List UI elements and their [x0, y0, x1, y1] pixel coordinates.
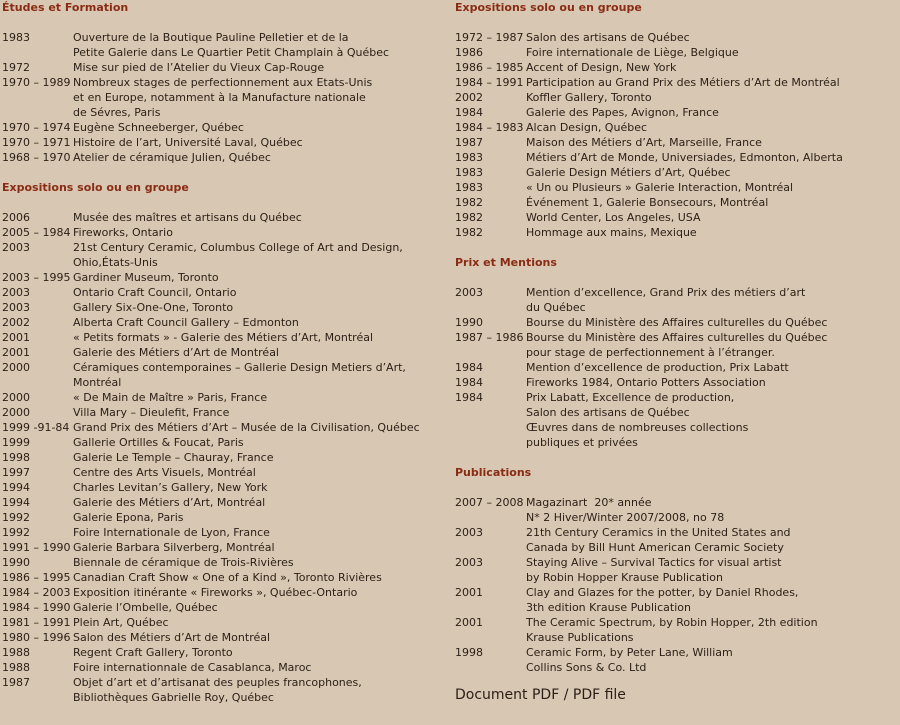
entry-row — [2, 270, 442, 285]
entry-row — [455, 135, 895, 150]
entry-row — [2, 450, 442, 465]
entry-text: Alberta Craft Council Gallery – Edmonton — [73, 316, 299, 329]
entry-date: 1983 — [455, 166, 483, 179]
entry-text: Hommage aux mains, Mexique — [526, 226, 697, 239]
entry-date: 1984 — [455, 391, 483, 404]
entry-text: Mise sur pied de l’Atelier du Vieux Cap-Rouge — [73, 61, 325, 74]
entry-date: 1982 — [455, 226, 483, 239]
entry-text: Objet d’art et d’artisanat des peuples francophones, — [73, 676, 362, 689]
entry-text: Petite Galerie dans Le Quartier Petit Champlain à Québec — [73, 46, 390, 59]
entry-row — [2, 405, 442, 420]
entry-row — [2, 480, 442, 495]
entry-row — [2, 525, 442, 540]
entry-date: 1986 — [455, 46, 483, 59]
entry-text: Centre des Arts Visuels, Montréal — [73, 466, 256, 479]
entry-text: Magazinart 20* année — [526, 496, 652, 509]
entry-date — [455, 510, 526, 525]
entry-row — [455, 75, 895, 90]
entry-date: 1970 – 1989 — [2, 76, 71, 89]
entry-row — [2, 645, 442, 660]
entry-text: « Un ou Plusieurs » Galerie Interaction, Montréal — [526, 181, 794, 194]
entry-date: 2001 — [2, 346, 30, 359]
entry-text: Regent Craft Gallery, Toronto — [73, 646, 233, 659]
entry-row — [2, 435, 442, 450]
entry-text: Koffler Gallery, Toronto — [526, 91, 652, 104]
entry-row — [2, 30, 442, 45]
entry-date — [2, 90, 73, 105]
entry-text: Clay and Glazes for the potter, by Daniel Rhodes, — [526, 586, 799, 599]
entry-date — [455, 405, 526, 420]
entry-row — [2, 315, 442, 330]
entry-text: 3th edition Krause Publication — [526, 601, 691, 614]
entry-row — [455, 585, 895, 600]
entry-text: Eugène Schneeberger, Québec — [73, 121, 244, 134]
entry-row — [455, 390, 895, 405]
entry-row — [455, 330, 895, 345]
entry-row — [455, 225, 895, 240]
entry-row — [455, 315, 895, 330]
entry-date: 2001 — [455, 586, 483, 599]
entry-date: 2003 — [455, 526, 483, 539]
entry-date: 1984 — [455, 106, 483, 119]
entry-text: « De Main de Maître » Paris, France — [73, 391, 268, 404]
entry-text: Foire internationale de Liège, Belgique — [526, 46, 739, 59]
entry-date: 2006 — [2, 211, 30, 224]
entry-row — [2, 360, 442, 375]
entry-date: 1968 – 1970 — [2, 151, 71, 164]
entry-date: 1997 — [2, 466, 30, 479]
entry-row — [2, 345, 442, 360]
entry-date: 2000 — [2, 391, 30, 404]
entry-row — [455, 285, 895, 300]
entry-date: 1998 — [2, 451, 30, 464]
entry-date: 2003 — [455, 286, 483, 299]
entry-text: Staying Alive – Survival Tactics for visual artist — [526, 556, 782, 569]
entry-date — [455, 630, 526, 645]
entry-date: 1988 — [2, 661, 30, 674]
entry-date: 2003 — [2, 301, 30, 314]
entry-row — [2, 540, 442, 555]
entry-row — [2, 495, 442, 510]
entry-row — [2, 375, 442, 390]
entry-date: 2001 — [2, 331, 30, 344]
section-title: Études et Formation — [2, 1, 129, 14]
entry-row — [455, 645, 895, 660]
entry-date: 2005 – 1984 — [2, 226, 71, 239]
entry-date: 1984 – 1983 — [455, 121, 524, 134]
entry-text: Galerie des Métiers d’Art de Montréal — [73, 346, 279, 359]
entry-text: Krause Publications — [526, 631, 634, 644]
entry-text: de Sévres, Paris — [73, 106, 161, 119]
entry-date — [455, 660, 526, 675]
entry-row — [455, 45, 895, 60]
entry-text: Gardiner Museum, Toronto — [73, 271, 219, 284]
entry-date: 2003 — [455, 556, 483, 569]
entry-row — [2, 660, 442, 675]
entry-row — [2, 210, 442, 225]
entry-row — [2, 105, 442, 120]
entry-row — [455, 90, 895, 105]
entry-text: Grand Prix des Métiers d’Art – Musée de la Civilisation, Québec — [73, 421, 420, 434]
entry-row — [2, 465, 442, 480]
entry-row — [455, 555, 895, 570]
entry-row — [455, 615, 895, 630]
entry-date: 1984 – 1990 — [2, 601, 71, 614]
entry-row — [2, 75, 442, 90]
entry-date: 2001 — [455, 616, 483, 629]
entry-text: Charles Levitan’s Gallery, New York — [73, 481, 268, 494]
entry-date — [455, 435, 526, 450]
section-title: Expositions solo ou en groupe — [2, 181, 189, 194]
entry-date: 2002 — [455, 91, 483, 104]
section-title: Expositions solo ou en groupe — [455, 1, 642, 14]
entry-text: 21th Century Ceramics in the United States and — [526, 526, 791, 539]
entry-text: Salon des Métiers d’Art de Montréal — [73, 631, 271, 644]
entry-date — [2, 45, 73, 60]
entry-date: 2000 — [2, 406, 30, 419]
entry-row — [2, 630, 442, 645]
entry-text: publiques et privées — [526, 436, 638, 449]
entry-text: « Petits formats » - Galerie des Métiers d’Art, Montréal — [73, 331, 374, 344]
entry-text: Musée des maîtres et artisans du Québec — [73, 211, 302, 224]
entry-date: 2007 – 2008 — [455, 496, 524, 509]
entry-date — [455, 570, 526, 585]
entry-date: 1982 — [455, 196, 483, 209]
entry-date — [2, 255, 73, 270]
entry-row — [2, 135, 442, 150]
entry-text: Participation au Grand Prix des Métiers d’Art de Montréal — [526, 76, 840, 89]
entry-date — [455, 420, 526, 435]
entry-text: Galerie Design Métiers d’Art, Québec — [526, 166, 731, 179]
entry-date: 1990 — [455, 316, 483, 329]
entry-date: 2003 – 1995 — [2, 271, 71, 284]
entry-row — [455, 360, 895, 375]
entry-text: et en Europe, notamment à la Manufacture nationale — [73, 91, 366, 104]
entry-date — [455, 540, 526, 555]
entry-text: Ohio,États-Unis — [73, 256, 158, 269]
entry-text: Mention d’excellence de production, Prix Labatt — [526, 361, 789, 374]
pdf-document-link[interactable]: Document PDF / PDF file — [455, 687, 626, 703]
entry-text: Galerie des Papes, Avignon, France — [526, 106, 719, 119]
entry-date: 1986 – 1985 — [455, 61, 524, 74]
entry-date: 2003 — [2, 241, 30, 254]
entry-text: Salon des artisans de Québec — [526, 31, 690, 44]
entry-date: 1986 – 1995 — [2, 571, 71, 584]
entry-date: 1999 -91-84 — [2, 421, 70, 434]
entry-row — [455, 120, 895, 135]
entry-row — [455, 630, 895, 645]
entry-text: Canadian Craft Show « One of a Kind », Toronto Rivières — [73, 571, 382, 584]
entry-text: Métiers d’Art de Monde, Universiades, Edmonton, Alberta — [526, 151, 843, 164]
entry-row — [455, 495, 895, 510]
entry-text: Galerie Epona, Paris — [73, 511, 184, 524]
right-sections — [455, 0, 895, 675]
entry-text: Bourse du Ministère des Affaires culturelles du Québec — [526, 331, 828, 344]
entry-row — [455, 600, 895, 615]
entry-row — [455, 420, 895, 435]
entry-row — [2, 420, 442, 435]
entry-text: Maison des Métiers d’Art, Marseille, France — [526, 136, 762, 149]
entry-date: 1980 – 1996 — [2, 631, 71, 644]
entry-row — [455, 435, 895, 450]
entry-date: 1982 — [455, 211, 483, 224]
entry-row — [2, 240, 442, 255]
entry-date: 1990 — [2, 556, 30, 569]
entry-text: The Ceramic Spectrum, by Robin Hopper, 2th edition — [526, 616, 818, 629]
entry-row — [2, 150, 442, 165]
entry-date: 1994 — [2, 481, 30, 494]
entry-row — [2, 390, 442, 405]
entry-text: Foire Internationale de Lyon, France — [73, 526, 270, 539]
right-column — [455, 0, 895, 704]
entry-row — [2, 90, 442, 105]
section-title: Prix et Mentions — [455, 256, 557, 269]
entry-row — [2, 60, 442, 75]
entry-row — [2, 615, 442, 630]
entry-text: Ceramic Form, by Peter Lane, William — [526, 646, 733, 659]
entry-row — [455, 525, 895, 540]
entry-row — [2, 690, 442, 705]
entry-text: 21st Century Ceramic, Columbus College of Art and Design, — [73, 241, 403, 254]
entry-date: 1987 — [2, 676, 30, 689]
left-column — [2, 0, 442, 705]
entry-date: 1987 – 1986 — [455, 331, 524, 344]
entry-text: Bourse du Ministère des Affaires culturelles du Québec — [526, 316, 828, 329]
entry-row — [455, 30, 895, 45]
entry-date: 1992 — [2, 511, 30, 524]
entry-row — [455, 195, 895, 210]
entry-date: 1983 — [455, 181, 483, 194]
entry-date: 1981 – 1991 — [2, 616, 71, 629]
entry-text: Foire internationnale de Casablanca, Maroc — [73, 661, 312, 674]
entry-row — [455, 300, 895, 315]
entry-date: 1984 — [455, 376, 483, 389]
entry-text: Alcan Design, Québec — [526, 121, 648, 134]
entry-text: Fireworks 1984, Ontario Potters Association — [526, 376, 766, 389]
entry-row — [455, 60, 895, 75]
entry-text: N* 2 Hiver/Winter 2007/2008, no 78 — [526, 511, 725, 524]
entry-row — [2, 120, 442, 135]
entry-text: Canada by Bill Hunt American Ceramic Society — [526, 541, 784, 554]
entry-date: 1988 — [2, 646, 30, 659]
entry-text: Atelier de céramique Julien, Québec — [73, 151, 271, 164]
entry-text: du Québec — [526, 301, 586, 314]
entry-row — [2, 600, 442, 615]
entry-date: 1972 — [2, 61, 30, 74]
entry-row — [455, 165, 895, 180]
entry-row — [455, 345, 895, 360]
entry-row — [2, 675, 442, 690]
entry-text: Exposition itinérante « Fireworks », Québec-Ontario — [73, 586, 358, 599]
entry-text: Céramiques contemporaines – Gallerie Design Metiers d’Art, — [73, 361, 406, 374]
entry-text: Montréal — [73, 376, 122, 389]
entry-date: 2002 — [2, 316, 30, 329]
entry-date — [2, 375, 73, 390]
entry-date: 2000 — [2, 361, 30, 374]
entry-text: Plein Art, Québec — [73, 616, 169, 629]
entry-text: Ontario Craft Council, Ontario — [73, 286, 237, 299]
entry-date: 1998 — [455, 646, 483, 659]
entry-date: 2003 — [2, 286, 30, 299]
entry-row — [455, 180, 895, 195]
entry-text: Accent of Design, New York — [526, 61, 677, 74]
entry-row — [2, 585, 442, 600]
entry-row — [455, 570, 895, 585]
entry-row — [455, 150, 895, 165]
entry-row — [455, 375, 895, 390]
entry-text: Bibliothèques Gabrielle Roy, Québec — [73, 691, 274, 704]
entry-text: pour stage de perfectionnement à l’étranger. — [526, 346, 775, 359]
entry-row — [455, 510, 895, 525]
entry-text: Gallerie Ortilles & Foucat, Paris — [73, 436, 244, 449]
section-gap — [2, 165, 442, 180]
section-title: Publications — [455, 466, 532, 479]
entry-date: 1972 – 1987 — [455, 31, 524, 44]
entry-text: Fireworks, Ontario — [73, 226, 173, 239]
entry-date: 1983 — [455, 151, 483, 164]
entry-date: 1984 — [455, 361, 483, 374]
entry-date: 1984 – 2003 — [2, 586, 71, 599]
entry-date — [455, 300, 526, 315]
entry-text: Ouverture de la Boutique Pauline Pelletier et de la — [73, 31, 349, 44]
entry-row — [2, 300, 442, 315]
entry-text: Nombreux stages de perfectionnement aux Etats-Unis — [73, 76, 373, 89]
entry-row — [455, 660, 895, 675]
entry-date: 1992 — [2, 526, 30, 539]
entry-row — [2, 255, 442, 270]
entry-row — [2, 570, 442, 585]
entry-text: Histoire de l’art, Université Laval, Québec — [73, 136, 303, 149]
entry-text: Gallery Six-One-One, Toronto — [73, 301, 234, 314]
entry-date: 1984 – 1991 — [455, 76, 524, 89]
entry-row — [2, 330, 442, 345]
section-gap — [455, 240, 895, 255]
entry-text: Collins Sons & Co. Ltd — [526, 661, 647, 674]
entry-text: Œuvres dans de nombreuses collections — [526, 421, 749, 434]
entry-date: 1970 – 1971 — [2, 136, 71, 149]
entry-text: Biennale de céramique de Trois-Rivières — [73, 556, 294, 569]
entry-text: Galerie Le Temple – Chauray, France — [73, 451, 274, 464]
entry-date — [2, 690, 73, 705]
entry-text: Événement 1, Galerie Bonsecours, Montréal — [526, 196, 769, 209]
entry-text: Prix Labatt, Excellence de production, — [526, 391, 735, 404]
entry-date: 1987 — [455, 136, 483, 149]
entry-text: World Center, Los Angeles, USA — [526, 211, 701, 224]
entry-row — [2, 285, 442, 300]
entry-text: Galerie Barbara Silverberg, Montréal — [73, 541, 275, 554]
entry-row — [455, 105, 895, 120]
entry-date: 1983 — [2, 31, 30, 44]
entry-text: Villa Mary – Dieulefit, France — [73, 406, 230, 419]
entry-text: Salon des artisans de Québec — [526, 406, 690, 419]
section-gap — [455, 450, 895, 465]
entry-row — [2, 45, 442, 60]
entry-row — [2, 510, 442, 525]
entry-row — [2, 225, 442, 240]
entry-date — [455, 600, 526, 615]
entry-row — [2, 555, 442, 570]
entry-date — [2, 105, 73, 120]
entry-text: by Robin Hopper Krause Publication — [526, 571, 723, 584]
entry-date: 1991 – 1990 — [2, 541, 71, 554]
entry-date: 1994 — [2, 496, 30, 509]
entry-date — [455, 345, 526, 360]
entry-date: 1970 – 1974 — [2, 121, 71, 134]
entry-text: Galerie l’Ombelle, Québec — [73, 601, 218, 614]
entry-row — [455, 210, 895, 225]
entry-date: 1999 — [2, 436, 30, 449]
entry-row — [455, 540, 895, 555]
entry-text: Galerie des Métiers d’Art, Montréal — [73, 496, 266, 509]
entry-text: Mention d’excellence, Grand Prix des métiers d’art — [526, 286, 806, 299]
entry-row — [455, 405, 895, 420]
